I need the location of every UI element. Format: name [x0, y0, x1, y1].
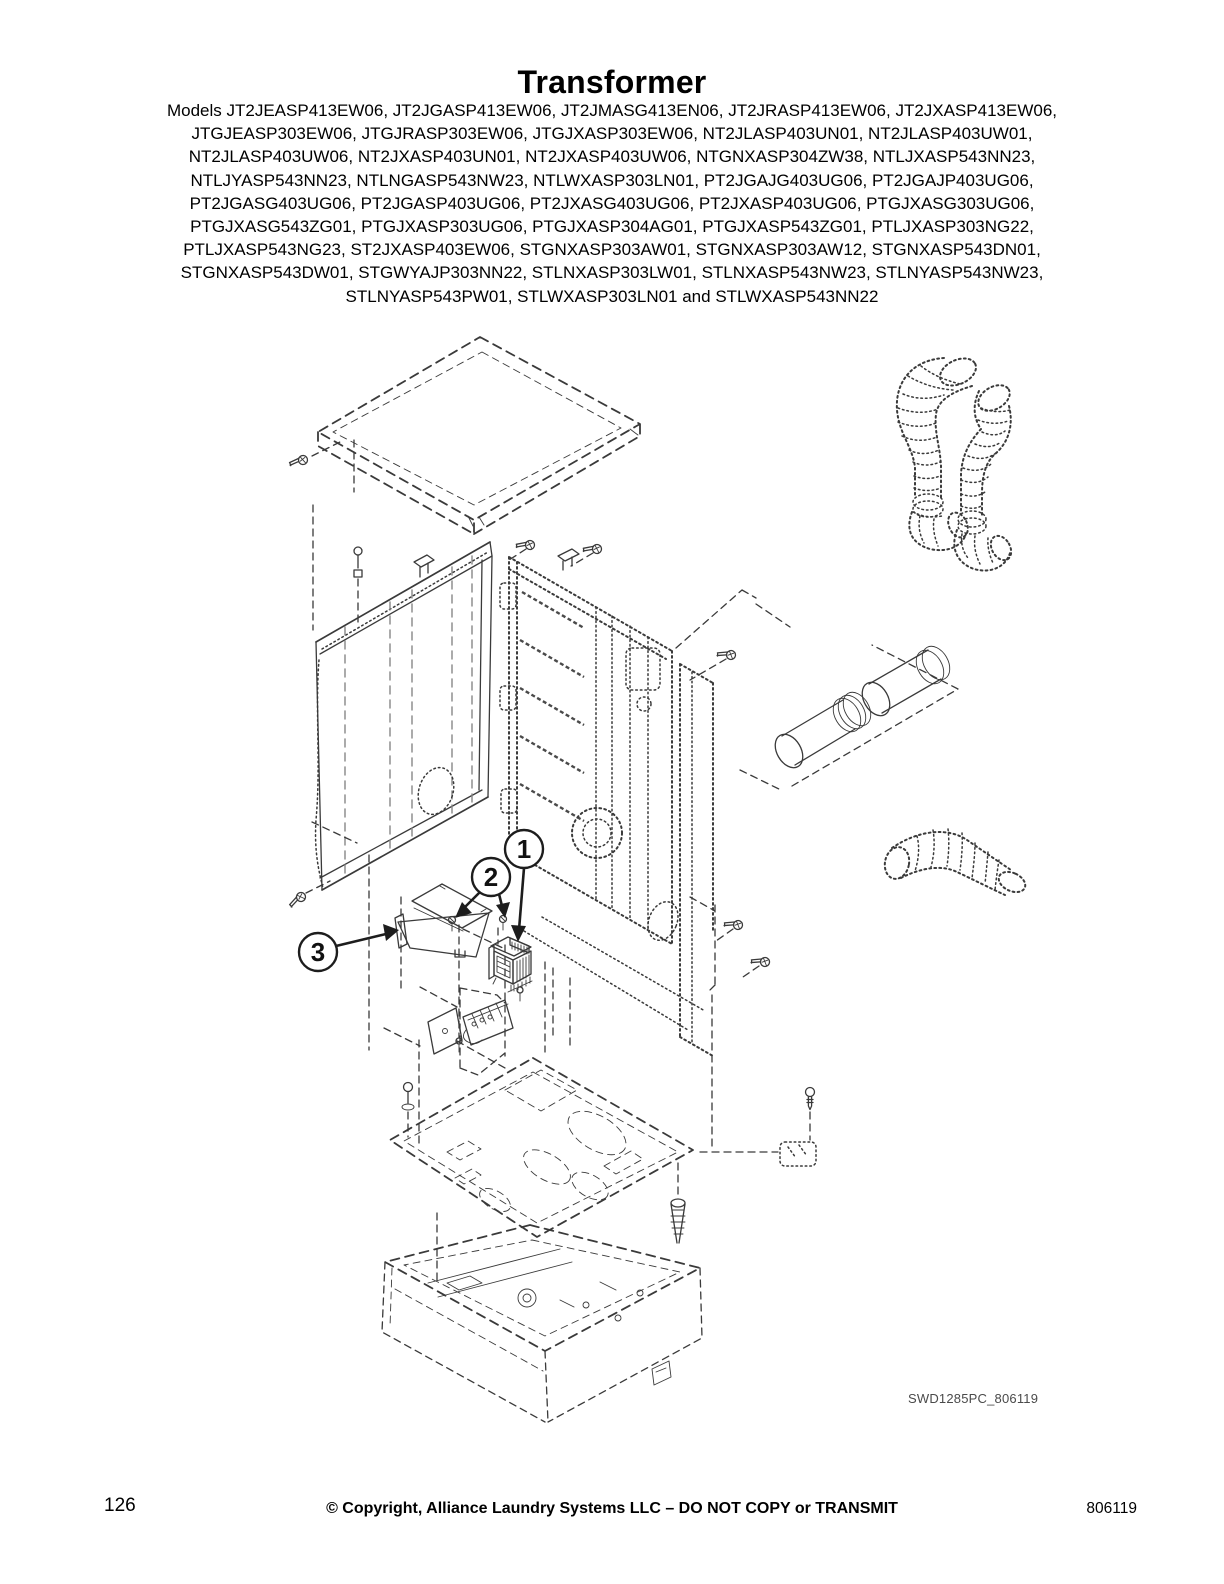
model-line: PTGJXASG543ZG01, PTGJXASP303UG06, PTGJXASP304AG01, PTGJXASP543ZG01, PTLJXASP303NG22, — [190, 217, 1034, 237]
duct-tube-icon — [770, 687, 877, 772]
callout-1-label: 1 — [516, 834, 532, 864]
copyright-notice: © Copyright, Alliance Laundry Systems LLC – DO NOT COPY or TRANSMIT — [326, 1500, 898, 1517]
model-line: PTLJXASP543NG23, ST2JXASP403EW06, STGNXASP303AW01, STGNXASP303AW12, STGNXASP543DN01, — [183, 240, 1041, 260]
model-line: Models JT2JEASP413EW06, JT2JGASP413EW06, JT2JMASG413EN06, JT2JRASP413EW06, JT2JXASP413EW06, — [166, 101, 1058, 120]
vent-hose-right — [954, 380, 1015, 571]
document-number: 806119 — [1086, 1500, 1137, 1517]
model-line: PT2JGASG403UG06, PT2JGASP403UG06, PT2JXASG403UG06, PT2JXASP403UG06, PTGJXASG303UG06, — [189, 193, 1035, 213]
mounting-clip — [700, 1088, 816, 1167]
exhaust-elbow-hose — [882, 829, 1029, 896]
page-number: 126 — [104, 1495, 136, 1516]
panel-screws — [506, 536, 790, 1150]
duct-tubes — [740, 641, 958, 791]
rear-guard-panel — [287, 542, 492, 907]
bulkhead-panel — [500, 557, 672, 944]
base-panel — [369, 855, 816, 1243]
screw-icon — [354, 547, 362, 622]
screw-icon — [289, 454, 308, 468]
clip-icon — [414, 555, 434, 577]
model-line: NT2JLASP403UW06, NT2JXASP403UN01, NT2JXASP403UW06, NTGNXASP304ZW38, NTLJXASP543NN23, — [188, 147, 1036, 167]
screw-icon — [500, 916, 507, 931]
model-line: STGNXASP543DW01, STGWYAJP303NN22, STLNXASP303LW01, STLNXASP543NW23, STLNYASP543NW23, — [180, 263, 1044, 283]
figure-code: SWD1285PC_806119 — [908, 1391, 1039, 1406]
anchor-screw-icon — [671, 1163, 685, 1243]
model-line: NTLJYASP543NN23, NTLNGASP543NW23, NTLWXASP303LN01, PT2JGAJG403UG06, PT2JGAJP403UG06, — [190, 170, 1034, 190]
model-line: JTGJEASP303EW06, JTGJRASP303EW06, JTGJXASP303EW06, NT2JLASP403UN01, NT2JLASP403UW01, — [191, 124, 1033, 144]
duct-tube-icon — [857, 641, 956, 720]
rear-panel-strip — [524, 664, 713, 1056]
terminal-block — [384, 987, 523, 1075]
callout-2-label: 2 — [483, 862, 499, 892]
transformer — [489, 937, 532, 992]
vent-hose-left — [897, 353, 980, 550]
top-cover-panel — [289, 337, 640, 630]
page-title: Transformer — [517, 64, 707, 100]
cabinet-base — [382, 1213, 702, 1422]
screw-icon — [402, 1083, 414, 1138]
transformer-screws — [449, 916, 507, 1057]
model-line: STLNYASP543PW01, STLWXASP303LN01 and STLWXASP543NN22 — [345, 286, 879, 306]
callout-1 — [505, 830, 543, 942]
callout-3 — [299, 924, 399, 971]
callout-3-label: 3 — [310, 937, 326, 967]
grommet-icon — [572, 808, 622, 858]
screw-icon — [287, 891, 307, 907]
callout-2 — [455, 858, 510, 918]
